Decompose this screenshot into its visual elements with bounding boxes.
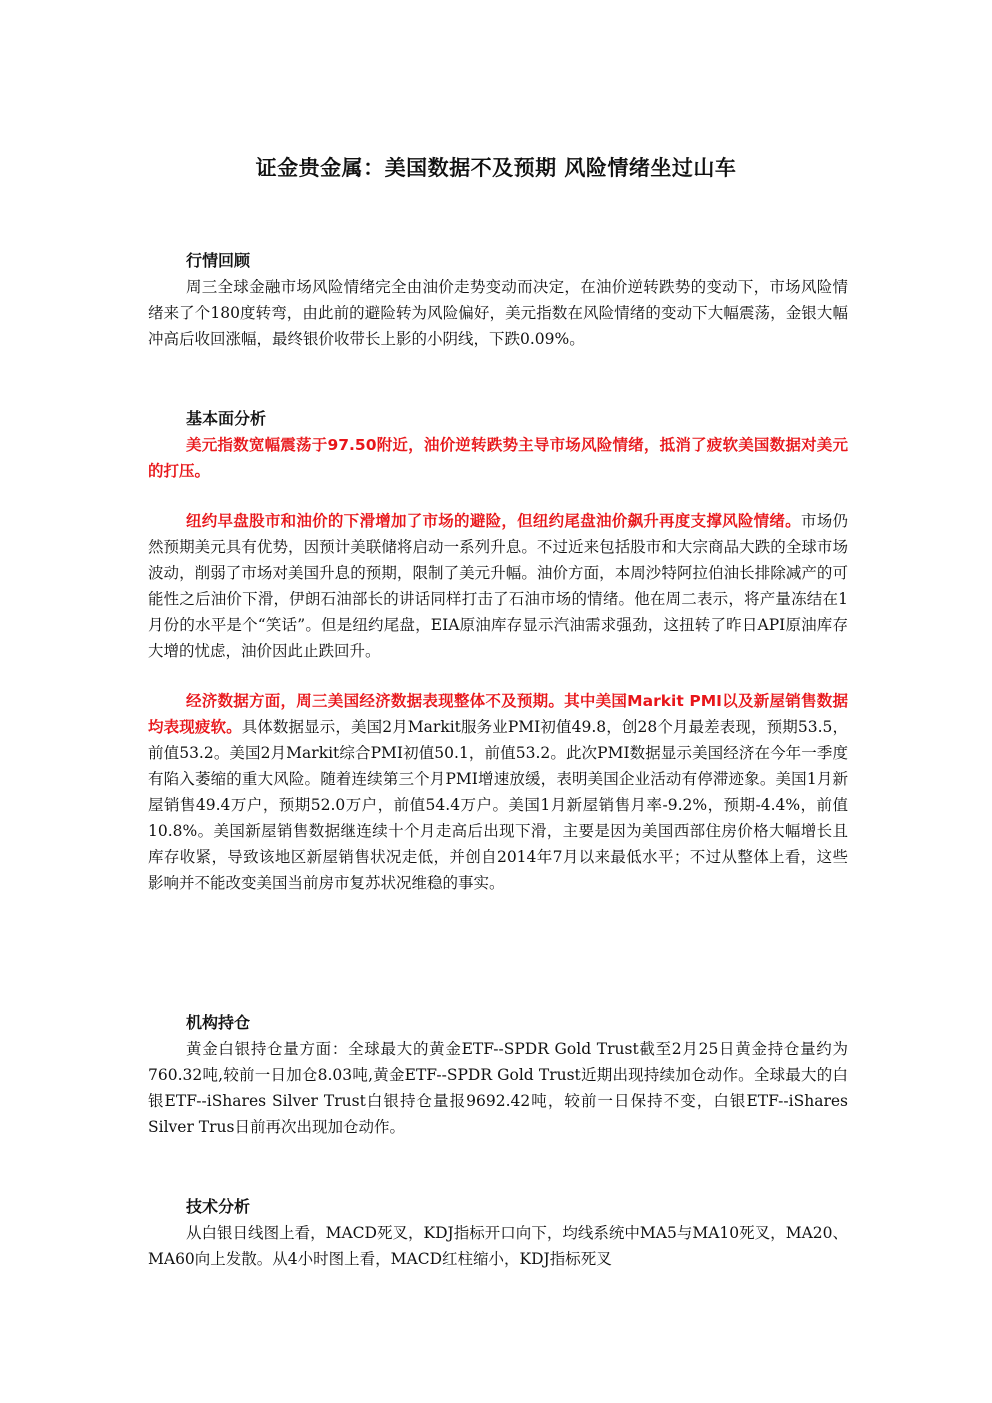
paragraph <box>148 688 848 896</box>
section-heading: 机构持仓 <box>186 1013 251 1032</box>
highlight-text: 美元指数宽幅震荡于97.50附近，油价逆转跌势主导市场风险情绪，抵消了疲软美国数据对美元的打压。 <box>148 436 848 480</box>
body-text: 具体数据显示，美国2月Markit服务业PMI初值49.8，创28个月最差表现，预期53.5，前值53.2。美国2月Markit综合PMI初值50.1，前值53.2。此次PMI数据显示美国经济在今年一季度有陷入萎缩的重大风险。随着连续第三个月PMI增速放缓，表明美国企业活动有停滞迹象。美国1月新屋销售49.4万户，预期52.0万户，前值54.4万户。美国1月新屋销售月率-9.2%，预期-4.4%，前值10.8%。美国新屋销售数据继连续十个月走高后出现下滑，主要是因为美国西部住房价格大幅增长且库存收紧，导致该地区新屋销售状况走低，并创自2014年7月以来最低水平；不过从整体上看，这些影响并不能改变美国当前房市复苏状况维稳的事实。 <box>148 718 848 892</box>
section-review <box>148 248 848 352</box>
section-heading: 技术分析 <box>186 1197 251 1216</box>
paragraph <box>148 508 848 664</box>
body-text: 市场仍然预期美元具有优势，因预计美联储将启动一系列升息。不过近来包括股市和大宗商品大跌的全球市场波动，削弱了市场对美国升息的预期，限制了美元升幅。油价方面，本周沙特阿拉伯油长排除减产的可能性之后油价下滑，伊朗石油部长的讲话同样打击了石油市场的情绪。他在周二表示，将产量冻结在1月份的水平是个“笑话”。但是纽约尾盘，EIA原油库存显示汽油需求强劲，这扭转了昨日API原油库存大增的忧虑，油价因此止跌回升。 <box>148 512 848 660</box>
paragraph <box>148 432 848 484</box>
page-title: 证金贵金属：美国数据不及预期 风险情绪坐过山车 <box>255 156 737 180</box>
section-heading: 行情回顾 <box>186 251 251 270</box>
highlight-text: 纽约早盘股市和油价的下滑增加了市场的避险，但纽约尾盘油价飙升再度支撑风险情绪。 <box>186 512 801 530</box>
paragraph: 从白银日线图上看，MACD死叉，KDJ指标开口向下，均线系统中MA5与MA10死叉，MA20、MA60向上发散。从4小时图上看，MACD红柱缩小，KDJ指标死叉 <box>148 1224 848 1268</box>
section-fundamental <box>148 406 848 896</box>
paragraph: 黄金白银持仓量方面：全球最大的黄金ETF--SPDR Gold Trust截至2月25日黄金持仓量约为760.32吨,较前一日加仓8.03吨,黄金ETF--SPDR Gold Trust近期出现持续加仓动作。全球最大的白银ETF--iShares Silver Trust白银持仓量报9692.42吨，较前一日保持不变，白银ETF--iShares Silver Trus日前再次出现加仓动作。 <box>148 1040 848 1136</box>
highlight-text: 经济数据方面，周三美国经济数据表现整体不及预期。其中美国Markit PMI以及新屋销售数据均表现疲软。 <box>148 692 848 736</box>
section-heading: 基本面分析 <box>186 409 267 428</box>
paragraph: 周三全球金融市场风险情绪完全由油价走势变动而决定，在油价逆转跌势的变动下，市场风险情绪来了个180度转弯，由此前的避险转为风险偏好，美元指数在风险情绪的变动下大幅震荡，金银大幅冲高后收回涨幅，最终银价收带长上影的小阴线，下跌0.09%。 <box>148 278 848 348</box>
section-holdings <box>148 1010 848 1140</box>
section-technical <box>148 1194 848 1272</box>
